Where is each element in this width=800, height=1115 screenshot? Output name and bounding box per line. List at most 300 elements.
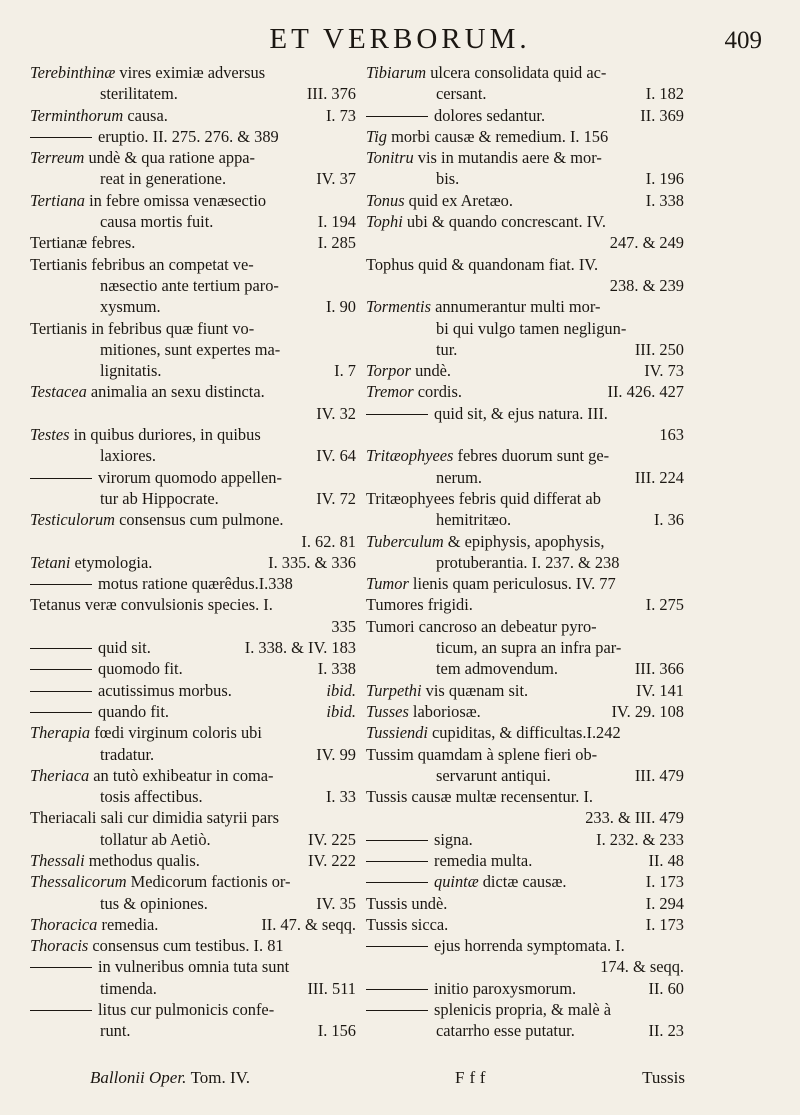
index-entry [366,914,684,935]
repeat-dash [30,137,92,138]
index-entry [366,360,684,381]
index-line [366,254,684,275]
index-entry [30,594,356,637]
page-reference: III. 250 [634,339,684,359]
index-line [30,935,356,956]
index-entry [30,999,356,1042]
page-reference: 163 [659,425,684,445]
index-line [366,509,684,530]
headword: Therapia [30,723,91,743]
page-reference: I. 232. & 233 [596,829,684,849]
entry-text: Tussiendi cupiditas, & difficultas.I.242 [366,723,621,743]
index-line [366,232,684,253]
entry-text: signa. [434,829,473,849]
page-reference: II. 48 [648,850,684,870]
entry-text: Thoracica remedia. [30,914,159,934]
entry-text: virorum quomodo appellen- [98,467,282,487]
index-entry [366,722,684,743]
entry-text: timenda. [100,978,157,998]
page-reference: I. 194 [317,212,356,232]
page-reference: IV. 225 [308,829,356,849]
index-entry [366,211,684,254]
headword: Testes [30,425,70,445]
entry-text: Tertiana in febre omissa venæsectio [30,190,267,210]
index-line [30,126,356,147]
entry-text: sterilitatem. [100,84,178,104]
entry-text: Tussis undè. [366,893,448,913]
entry-text: tur ab Hippocrate. [100,488,219,508]
entry-text: Tertianis febribus an competat ve- [30,254,254,274]
entry-text: Tormentis annumerantur multi mor- [366,297,601,317]
page-reference: ibid. [326,701,356,721]
entry-text: mitiones, sunt expertes ma- [100,339,281,359]
repeat-dash [30,648,92,649]
index-entry [366,126,684,147]
headword: Terminthorum [30,105,124,125]
entry-text: bi qui vulgo tamen negligun- [436,318,627,338]
index-line [30,296,356,317]
index-entry [30,680,356,701]
index-line [30,445,356,466]
index-entry [366,573,684,594]
index-line [366,552,684,573]
index-line [366,935,684,956]
headword: Tibiarum [366,63,427,82]
index-entry [366,254,684,297]
index-entry [366,935,684,978]
index-entry [366,62,684,105]
entry-text: Tibiarum ulcera consolidata quid ac- [366,63,607,82]
page-reference: I. 182 [645,84,684,104]
entry-text: Theriacali sali cur dimidia satyrii pars [30,808,279,828]
page-reference: 174. & seqq. [600,957,684,977]
entry-text: dolores sedantur. [434,105,546,125]
headword: Tremor [366,382,414,402]
entry-text: quid sit. [98,638,151,658]
entry-text: splenicis propria, & malè à [434,1000,612,1020]
index-line [366,722,684,743]
index-entry [366,190,684,211]
index-line [30,424,356,445]
page-reference: II. 369 [640,105,684,125]
headword: Terebinthinæ [30,63,116,82]
entry-text: Therapia fœdi virginum coloris ubi [30,723,262,743]
index-entry [30,254,356,318]
page-reference: I. 338 [645,190,684,210]
page-reference: II. 23 [648,1021,684,1041]
index-line [30,701,356,722]
entry-text: næsectio ante tertium paro- [100,275,279,295]
index-line [30,190,356,211]
page-reference: 238. & 239 [609,275,684,295]
index-entry [30,105,356,126]
index-line [30,509,356,530]
index-entry [30,318,356,382]
page-reference: IV. 99 [316,744,356,764]
entry-text: Tussim quamdam à splene fieri ob- [366,744,598,764]
entry-text: Tetani etymologia. [30,552,153,572]
repeat-dash [30,669,92,670]
index-line [366,62,684,83]
index-entry [366,680,684,701]
index-line [30,531,356,552]
entry-text: bis. [436,169,460,189]
entry-text: acutissimus morbus. [98,680,232,700]
page-reference: III. 376 [306,84,356,104]
index-line [30,552,356,573]
page-reference: I. 73 [325,105,356,125]
index-line [30,786,356,807]
page-reference: III. 366 [634,659,684,679]
entry-text: Thessali methodus qualis. [30,850,200,870]
index-entry [30,850,356,871]
page-reference: I. 335. & 336 [268,552,356,572]
index-line [366,360,684,381]
index-line [30,616,356,637]
repeat-dash [30,967,92,968]
entry-text: Tophi ubi & quando concrescant. IV. [366,212,606,232]
entry-text: ejus horrenda symptomata. I. [434,936,625,956]
index-line [30,765,356,786]
page-reference: 233. & III. 479 [585,808,684,828]
page-reference: IV. 35 [316,893,356,913]
headword: Tussiendi [366,723,428,743]
page-reference: I. 285 [317,233,356,253]
entry-text: Tumores frigidi. [366,595,473,615]
index-line [30,850,356,871]
index-line [366,956,684,977]
index-entry [30,126,356,147]
entry-text: Tussis sicca. [366,914,449,934]
headword: Tormentis [366,297,431,317]
entry-text: hemitritæo. [436,510,512,530]
entry-text: initio paroxysmorum. [434,978,577,998]
entry-text: protuberantia. I. 237. & 238 [436,552,620,572]
headword: Tertiana [30,190,85,210]
index-entry [366,403,684,446]
entry-text: Testacea animalia an sexu distincta. [30,382,265,402]
entry-text: xysmum. [100,297,161,317]
index-line [30,105,356,126]
entry-text: motus ratione quærêdus.I.338 [98,574,293,594]
repeat-dash [366,946,428,947]
index-entry [366,786,684,829]
entry-text: tosis affectibus. [100,787,203,807]
page-reference: III. 224 [634,467,684,487]
headword: Tig [366,126,387,146]
right-index-column [366,62,684,1042]
headword: Tuberculum [366,531,444,551]
entry-text: Tetanus veræ convulsionis species. I. [30,595,273,615]
index-line [366,275,684,296]
entry-text: Testiculorum consensus cum pulmone. [30,510,284,530]
entry-text: Tonitru vis in mutandis aere & mor- [366,148,602,168]
index-line [366,829,684,850]
index-entry [366,701,684,722]
headword: quintæ [434,872,479,892]
entry-text: Tumor lienis quam periculosus. IV. 77 [366,574,616,594]
index-entry [366,744,684,787]
entry-text: Tertianis in febribus quæ fiunt vo- [30,318,255,338]
index-line [366,658,684,679]
entry-text: Tremor cordis. [366,382,462,402]
entry-text: Tig morbi causæ & remedium. I. 156 [366,126,609,146]
index-line [366,594,684,615]
headword: Thessalicorum [30,872,127,892]
catchword: Tussis [642,1068,685,1087]
page-reference: I. 90 [325,297,356,317]
index-line [366,701,684,722]
entry-text: remedia multa. [434,850,533,870]
entry-text: reat in generatione. [100,169,227,189]
page-reference: II. 60 [648,978,684,998]
index-line [30,254,356,275]
page-reference: I. 36 [653,510,684,530]
index-entry [30,573,356,594]
index-line [366,616,684,637]
index-line [30,147,356,168]
index-line [30,680,356,701]
entry-text: runt. [100,1021,131,1041]
index-entry [30,232,356,253]
index-entry [30,722,356,765]
headword: Thoracica [30,914,98,934]
index-line [30,360,356,381]
entry-text: Turpethi vis quænam sit. [366,680,529,700]
page-reference: III. 479 [634,765,684,785]
index-line [366,531,684,552]
index-line [366,786,684,807]
page-reference: IV. 37 [316,169,356,189]
index-line [366,381,684,402]
headword: Thessali [30,850,85,870]
index-line [30,914,356,935]
index-line [366,807,684,828]
index-entry [366,105,684,126]
entry-text: Tertianæ febres. [30,233,136,253]
index-entry [366,296,684,360]
headword: Testiculorum [30,510,116,530]
page-footer [0,1066,800,1090]
entry-text: Tophus quid & quandonam fiat. IV. [366,254,599,274]
index-entry [30,637,356,658]
index-line [366,445,684,466]
index-entry [30,807,356,850]
page-reference: 247. & 249 [609,233,684,253]
index-line [366,999,684,1020]
entry-text: Tusses laboriosæ. [366,701,481,721]
page-reference: II. 47. & seqq. [261,914,356,934]
entry-text: Tritæophyees febres duorum sunt ge- [366,446,610,466]
repeat-dash [366,116,428,117]
entry-text: litus cur pulmonicis confe- [98,1000,275,1020]
repeat-dash [30,712,92,713]
repeat-dash [366,840,428,841]
index-line [30,744,356,765]
index-entry [366,616,684,680]
entry-text: tollatur ab Aetiò. [100,829,211,849]
page-reference: ibid. [326,680,356,700]
index-line [30,637,356,658]
index-line [366,978,684,999]
page-reference: I. 173 [645,914,684,934]
entry-text: quomodo fit. [98,659,183,679]
entry-text: Torpor undè. [366,361,452,381]
index-line [30,871,356,892]
index-line [366,850,684,871]
entry-text: tus & opiniones. [100,893,208,913]
entry-text: Terreum undè & qua ratione appa- [30,148,256,168]
index-entry [30,467,356,510]
index-entry [366,999,684,1042]
headword: Tumor [366,574,409,594]
page-reference: I. 62. 81 [301,531,356,551]
index-entry [366,594,684,615]
page-header [0,22,800,56]
page-reference: IV. 73 [644,361,684,381]
page-reference: IV. 32 [316,403,356,423]
index-line [366,573,684,594]
quire-mark: Fff [455,1068,491,1087]
index-line [366,126,684,147]
index-entry [366,147,684,190]
index-line [366,680,684,701]
entry-text: quid sit, & ejus natura. III. [434,403,608,423]
entry-text: cersant. [436,84,487,104]
index-line [366,147,684,168]
index-line [366,893,684,914]
headword: Theriaca [30,765,90,785]
index-entry [366,531,684,574]
index-line [30,318,356,339]
entry-text: in vulneribus omnia tuta sunt [98,957,290,977]
headword: Tonus [366,190,405,210]
signature-title: Ballonii Oper. [90,1068,187,1087]
page-reference: I. 196 [645,169,684,189]
index-line [30,381,356,402]
page-reference: II. 426. 427 [607,382,684,402]
repeat-dash [366,882,428,883]
index-entry [30,701,356,722]
headword: Terreum [30,148,85,168]
page-reference: I. 275 [645,595,684,615]
index-line [30,488,356,509]
index-entry [30,62,356,105]
index-entry [366,488,684,531]
repeat-dash [30,584,92,585]
index-entry [30,956,356,999]
index-line [366,914,684,935]
index-line [30,168,356,189]
page-reference: I. 338. & IV. 183 [244,638,356,658]
index-line [30,999,356,1020]
entry-text: Thoracis consensus cum testibus. I. 81 [30,936,284,956]
index-line [366,168,684,189]
index-line [30,62,356,83]
entry-text: Tumori cancroso an debeatur pyro- [366,616,597,636]
repeat-dash [30,691,92,692]
index-line [30,467,356,488]
index-line [366,105,684,126]
index-line [366,467,684,488]
index-entry [30,552,356,573]
repeat-dash [366,1010,428,1011]
index-line [366,488,684,509]
entry-text: Tritæophyees febris quid differat ab [366,488,601,508]
index-line [30,594,356,615]
page-reference: IV. 72 [316,488,356,508]
page-reference: I. 156 [317,1021,356,1041]
index-line [30,807,356,828]
index-line [30,722,356,743]
repeat-dash [30,1010,92,1011]
index-line [30,658,356,679]
index-line [30,573,356,594]
entry-text: causa mortis fuit. [100,212,214,232]
entry-text: Tuberculum & epiphysis, apophysis, [366,531,605,551]
entry-text: quintæ dictæ causæ. [434,872,567,892]
entry-text: Theriaca an tutò exhibeatur in coma- [30,765,274,785]
entry-text: ticum, an supra an infra par- [436,638,622,658]
index-entry [30,658,356,679]
index-line [30,339,356,360]
index-line [366,424,684,445]
index-line [366,871,684,892]
index-entry [30,914,356,935]
entry-text: Terminthorum causa. [30,105,168,125]
headword: Tritæophyees [366,446,454,466]
entry-text: Tussis causæ multæ recensentur. I. [366,787,594,807]
page-reference: IV. 222 [308,850,356,870]
running-title: ET VERBORUM. [269,23,531,55]
headword: Torpor [366,361,411,381]
entry-text: eruptio. II. 275. 276. & 389 [98,126,279,146]
headword: Tonitru [366,148,414,168]
index-entry [366,893,684,914]
entry-text: servarunt antiqui. [436,765,551,785]
page-reference: IV. 64 [316,446,356,466]
index-line [30,978,356,999]
index-line [366,339,684,360]
page-reference: 335 [331,616,356,636]
entry-text: quando fit. [98,701,170,721]
entry-text: lignitatis. [100,361,162,381]
index-line [366,296,684,317]
entry-text: catarrho esse putatur. [436,1021,575,1041]
entry-text: Terebinthinæ vires eximiæ adversus [30,63,266,82]
index-line [30,232,356,253]
index-line [366,318,684,339]
index-line [366,637,684,658]
repeat-dash [366,861,428,862]
index-entry [30,935,356,956]
index-line [366,744,684,765]
signature-volume: Tom. IV. [190,1068,251,1087]
index-entry [30,871,356,914]
index-entry [30,424,356,467]
signature-line [90,1066,250,1090]
headword: Tusses [366,701,409,721]
left-index-column [30,62,356,1042]
index-line [366,1020,684,1041]
index-line [30,829,356,850]
page-reference: I. 7 [334,361,356,381]
index-line [366,765,684,786]
page-reference: I. 338 [317,659,356,679]
index-line [30,403,356,424]
entry-text: laxiores. [100,446,156,466]
headword: Turpethi [366,680,422,700]
